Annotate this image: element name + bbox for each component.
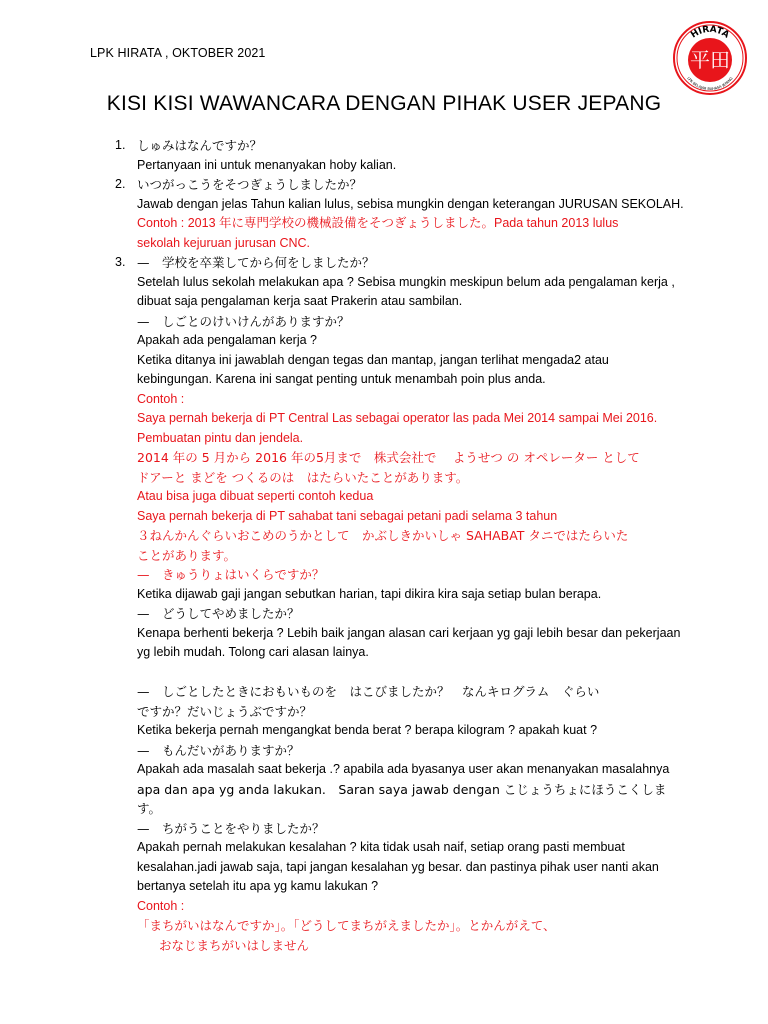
example-text: 2014 年の 5 月から 2016 年の5月まで 株式会社で ようせつ の オペレーター として	[137, 450, 640, 465]
text-line	[115, 682, 685, 702]
text-line	[115, 916, 685, 936]
example-text: Contoh :	[137, 391, 185, 406]
numbered-question	[115, 253, 685, 273]
text-line	[115, 565, 685, 585]
text-line	[115, 312, 685, 332]
text-line	[115, 604, 685, 624]
example-text: おなじまちがいはしません	[159, 937, 310, 953]
line-text: Apakah ada pengalaman kerja ?	[137, 333, 317, 347]
line-text: apa dan apa yg anda lakukan. Saran saya jawab dengan こじょうちょにほうこくします。	[137, 781, 667, 816]
text-line	[115, 721, 685, 741]
text-line	[115, 507, 685, 527]
example-text: ３ねんかんぐらいおこめのうかとして かぶしきかいしゃ SAHABAT タニではたらいた	[137, 528, 629, 543]
line-text: — どうしてやめましたか？	[137, 606, 300, 621]
example-text: sekolah kejuruan jurusan CNC.	[137, 235, 311, 250]
logo-arc-text: HIRATA	[689, 24, 731, 41]
logo-kanji: 平田	[690, 48, 730, 72]
text-line	[115, 468, 685, 488]
hirata-logo	[672, 20, 748, 96]
text-line	[115, 936, 685, 956]
text-line	[115, 370, 685, 390]
text-line	[115, 643, 685, 663]
example-text: Contoh :	[137, 898, 185, 913]
line-text: Ketika bekerja pernah mengangkat benda berat ? berapa kilogram ? apakah kuat ?	[137, 723, 598, 737]
text-line	[115, 351, 685, 371]
list-number: 1.	[115, 138, 126, 152]
line-text: ですか？だいじょうぶですか？	[137, 703, 313, 719]
text-line	[115, 331, 685, 351]
document-body	[115, 136, 685, 955]
line-text: Kenapa berhenti bekerja ? Lebih baik jangan alasan cari kerjaan yg gaji lebih besar dan pekerjaan	[137, 625, 681, 640]
text-line	[115, 741, 685, 761]
line-text: — しごとしたときにおもいものを はこびましたか？ なんキログラム ぐらい	[137, 684, 600, 699]
example-text: Atau bisa juga dibuat seperti contoh kedua	[137, 489, 374, 503]
header-org-date: LPK HIRATA , OKTOBER 2021	[90, 46, 266, 60]
line-text: — 学校を卒業してから何をしましたか？	[137, 255, 375, 270]
example-text: Pembuatan pintu dan jendela.	[137, 430, 304, 445]
text-line	[115, 877, 685, 897]
example-text: ドアーと まどを つくるのは はたらいたことがあります。	[137, 469, 469, 485]
line-text: kebingungan. Karena ini sangat penting untuk menambah poin plus anda.	[137, 372, 546, 386]
example-text: Contoh : 2013 年に専門学校の機械設備をそつぎょうしました。Pada tahun 2013 lulus	[137, 216, 619, 230]
text-line	[115, 546, 685, 566]
text-line	[115, 273, 685, 293]
text-line	[115, 702, 685, 722]
text-line	[115, 292, 685, 312]
line-text: Apakah pernah melakukan kesalahan ? kita tidak usah naif, setiap orang pasti membuat	[137, 840, 625, 854]
text-line	[115, 409, 685, 429]
example-text: Saya pernah bekerja di PT sahabat tani sebagai petani padi selama 3 tahun	[137, 508, 558, 523]
text-line	[115, 234, 685, 254]
example-text: Saya pernah bekerja di PT Central Las sebagai operator las pada Mei 2014 sampai Mei 2016.	[137, 411, 658, 425]
text-line	[115, 624, 685, 644]
line-text: yg lebih mudah. Tolong cari alasan lainya.	[137, 645, 369, 659]
line-text: いつがっこうをそつぎょうしましたか？	[137, 177, 363, 192]
text-line	[115, 585, 685, 605]
text-line	[115, 858, 685, 878]
example-text: ことがあります。	[137, 547, 237, 563]
line-text: bertanya setelah itu apa yg kamu lakukan ?	[137, 879, 379, 893]
text-line	[115, 390, 685, 410]
page-title: KISI KISI WAWANCARA DENGAN PIHAK USER JEPANG	[106, 92, 662, 115]
line-text: Jawab dengan jelas Tahun kalian lulus, sebisa mungkin dengan keterangan JURUSAN SEKOLAH.	[137, 196, 684, 211]
hirata-logo-icon	[672, 20, 748, 96]
line-text: — ちがうことをやりましたか？	[137, 820, 325, 836]
line-text: Ketika ditanya ini jawablah dengan tegas dan mantap, jangan terlihat mengada2 atau	[137, 352, 609, 367]
list-number: 3.	[115, 255, 126, 269]
line-text: Ketika dijawab gaji jangan sebutkan harian, tapi dikira kira saja setiap bulan berapa.	[137, 586, 602, 601]
text-line	[115, 897, 685, 917]
text-line	[115, 760, 685, 780]
text-line	[115, 838, 685, 858]
text-line	[115, 156, 685, 176]
line-text: kesalahan.jadi jawab saja, tapi jangan kesalahan yg besar. dan pastinya pihak user nanti akan	[137, 859, 659, 874]
text-line	[115, 780, 685, 819]
example-text: — きゅうりょはいくらですか？	[137, 567, 325, 582]
text-line	[115, 819, 685, 839]
example-text: 「まちがいはなんですか」。「どうしてまちがえましたか」。とかんがえて、	[137, 918, 556, 933]
line-text: Pertanyaan ini untuk menanyakan hoby kalian.	[137, 157, 397, 172]
line-text: dibuat saja pengalaman kerja saat Prakerin atau sambilan.	[137, 294, 463, 308]
line-text: — しごとのけいけんがありますか？	[137, 313, 350, 329]
logo-subtext: LPK BELAJAR BAHASA JEPANG	[686, 76, 734, 92]
numbered-question	[115, 136, 685, 156]
text-line	[115, 214, 685, 234]
line-text: — もんだいがありますか？	[137, 742, 300, 758]
line-text: Setelah lulus sekolah melakukan apa ? Sebisa mungkin meskipun belum ada pengalaman kerja ,	[137, 274, 675, 289]
text-line	[115, 195, 685, 215]
text-line	[115, 448, 685, 468]
text-line	[115, 429, 685, 449]
line-text: しゅみはなんですか？	[137, 138, 263, 153]
line-text: Apakah ada masalah saat bekerja .? apabila ada byasanya user akan menanyakan masalahnya	[137, 762, 670, 776]
blank-line	[115, 663, 685, 683]
text-line	[115, 487, 685, 507]
text-line	[115, 526, 685, 546]
list-number: 2.	[115, 177, 126, 191]
numbered-question	[115, 175, 685, 195]
